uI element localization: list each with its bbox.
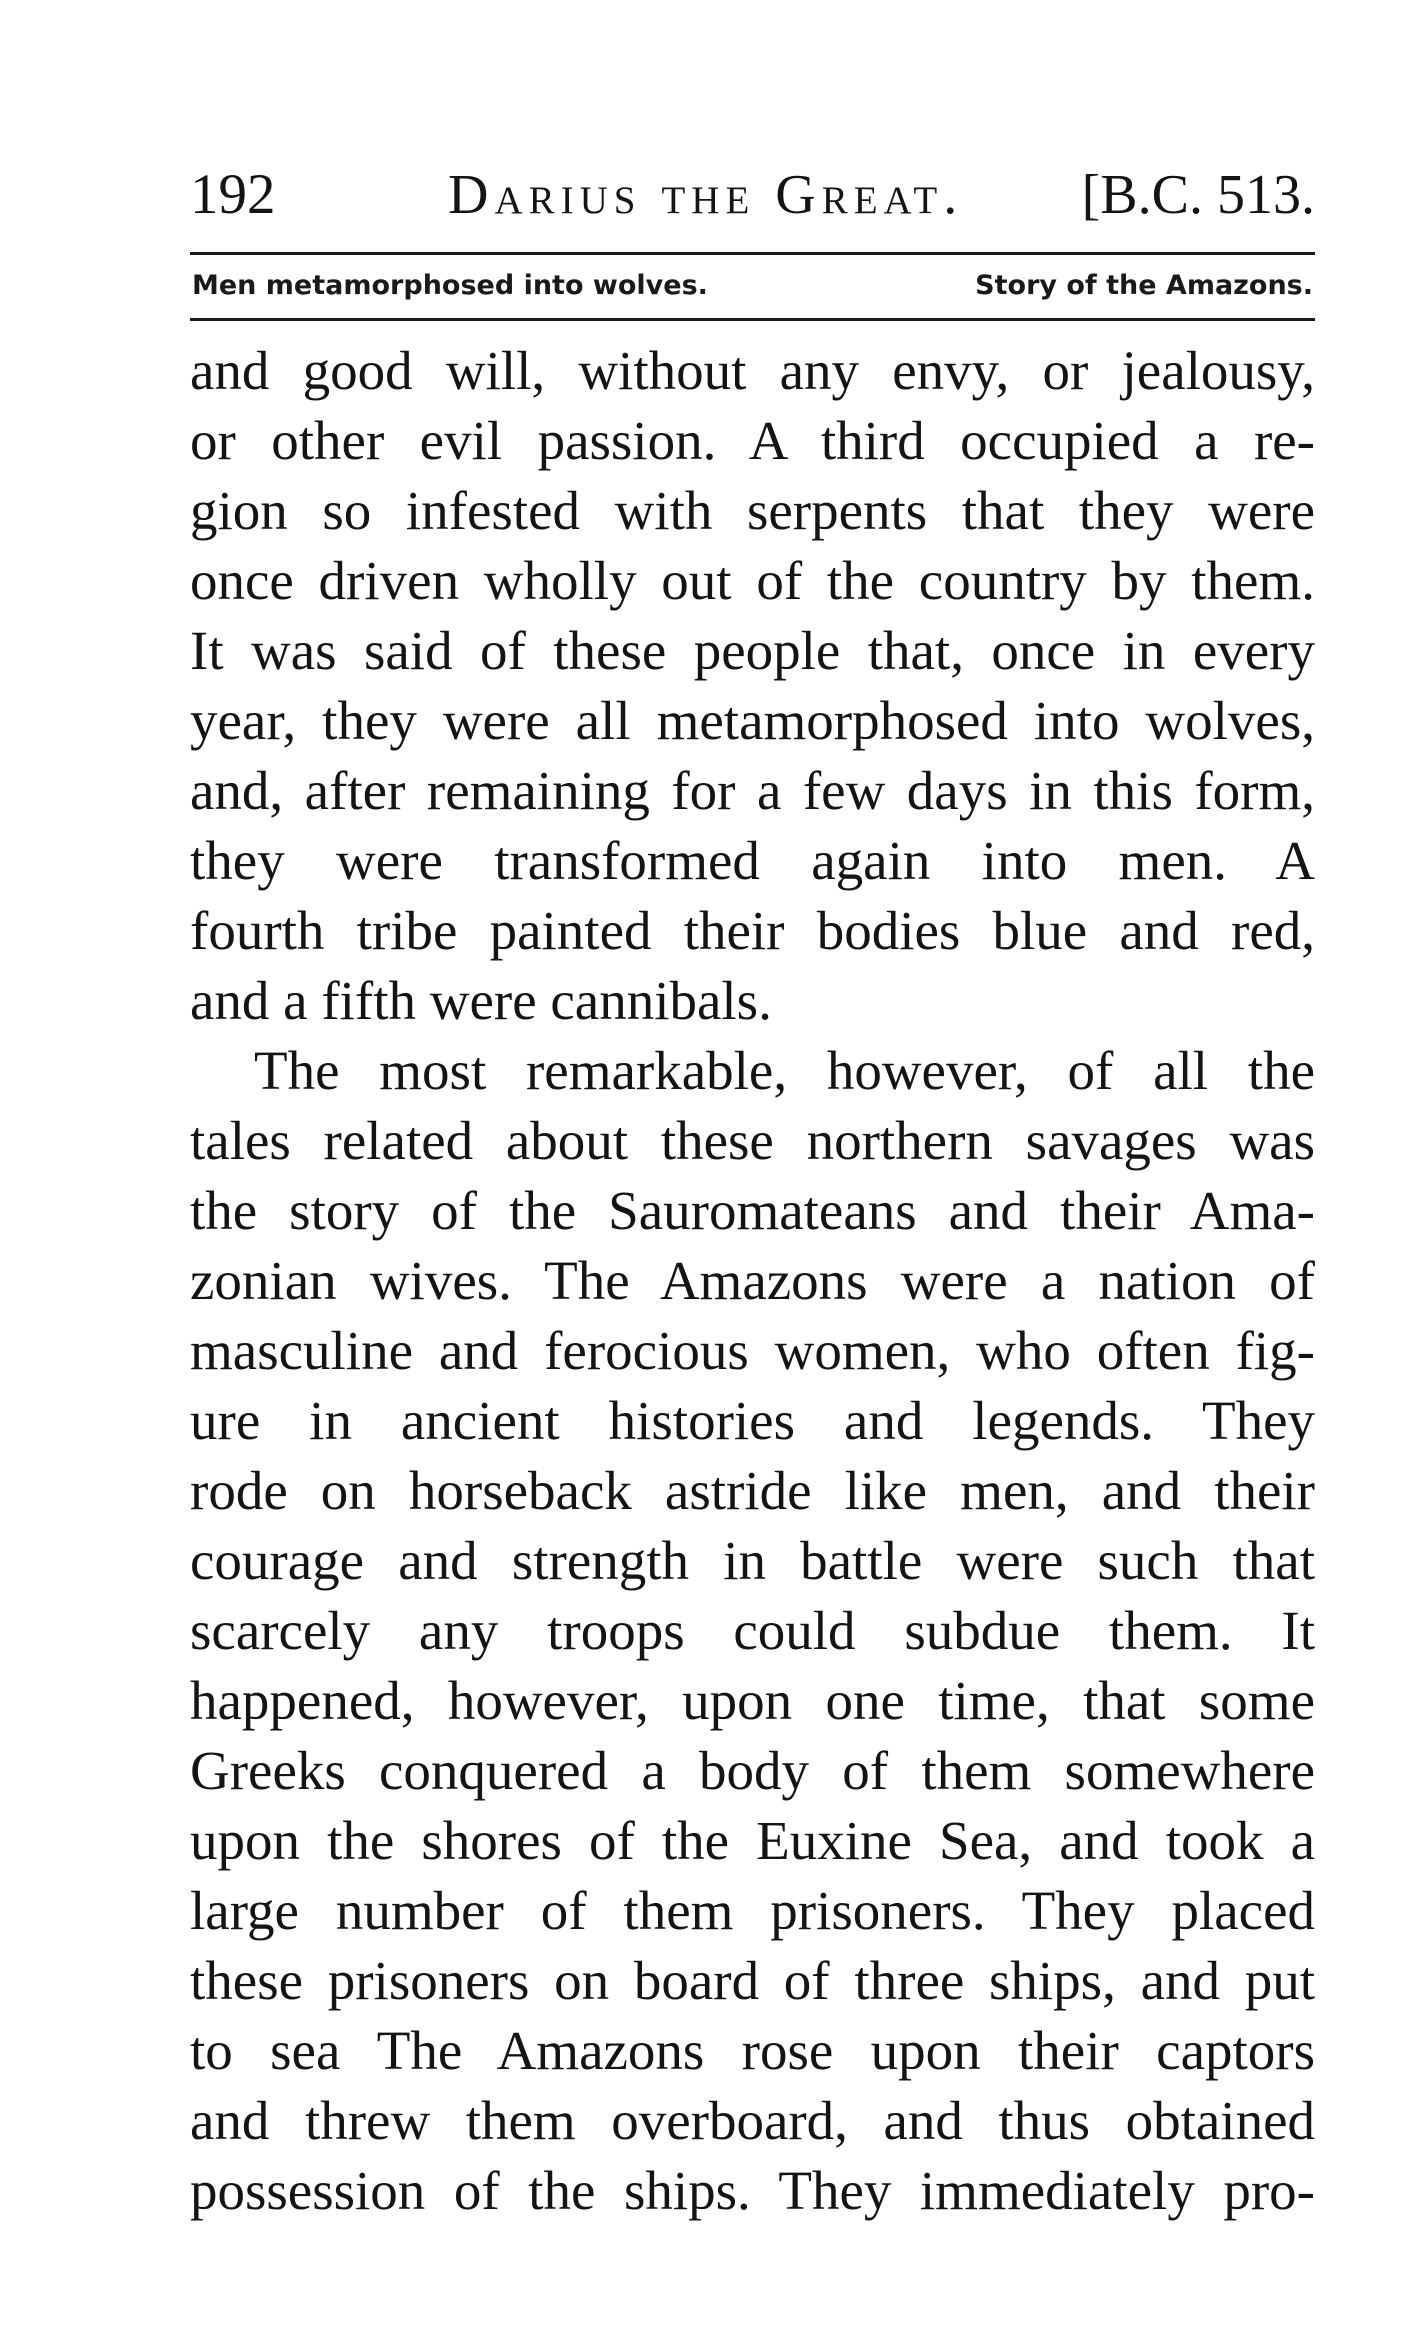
text-line: and a fifth were cannibals. (190, 970, 772, 1031)
text-line: the story of the Sauromateans and their Ama- (190, 1180, 1315, 1241)
text-line: The most remarkable, however, of all the (254, 1040, 1315, 1101)
text-line: possession of the ships. They immediately pro- (190, 2160, 1315, 2221)
text-line: once driven wholly out of the country by them. (190, 550, 1315, 611)
text-line: they were transformed again into men. A (190, 830, 1315, 891)
text-line: and good will, without any envy, or jealousy, (190, 340, 1315, 401)
text-line: gion so infested with serpents that they were (190, 480, 1315, 541)
text-line: masculine and ferocious women, who often fig- (190, 1320, 1315, 1381)
book-title: Darius the Great. (448, 164, 964, 226)
text-line: and, after remaining for a few days in this form, (190, 760, 1315, 821)
text-line: Greeks conquered a body of them somewhere (190, 1740, 1315, 1801)
body-text (190, 336, 1315, 2226)
text-line: and threw them overboard, and thus obtained (190, 2090, 1315, 2151)
shoulder-note-left: Men metamorphosed into wolves. (192, 270, 708, 301)
text-line: upon the shores of the Euxine Sea, and took a (190, 1810, 1315, 1871)
text-line: ure in ancient histories and legends. They (190, 1390, 1315, 1451)
page-number: 192 (190, 163, 276, 226)
text-line: happened, however, upon one time, that some (190, 1670, 1315, 1731)
shoulder-note-right: Story of the Amazons. (975, 270, 1313, 301)
text-line: courage and strength in battle were such that (190, 1530, 1315, 1591)
text-line: zonian wives. The Amazons were a nation of (190, 1250, 1315, 1311)
header-rule-bottom (190, 318, 1315, 321)
paragraph-1 (190, 336, 1315, 1036)
text-line: large number of them prisoners. They placed (190, 1880, 1315, 1941)
text-line: It was said of these people that, once in every (190, 620, 1315, 681)
text-line: to sea The Amazons rose upon their captors (190, 2020, 1315, 2081)
text-line: fourth tribe painted their bodies blue and red, (190, 900, 1315, 961)
text-line: rode on horseback astride like men, and their (190, 1460, 1315, 1521)
text-line: scarcely any troops could subdue them. It (190, 1600, 1315, 1661)
text-line: year, they were all metamorphosed into wolves, (190, 690, 1315, 751)
text-line: or other evil passion. A third occupied a re- (190, 410, 1315, 471)
text-line: these prisoners on board of three ships, and put (190, 1950, 1315, 2011)
header-rule-top (190, 252, 1315, 255)
running-head (190, 160, 1315, 230)
paragraph-2 (190, 1036, 1315, 2226)
text-line: tales related about these northern savages was (190, 1110, 1315, 1171)
shoulder-notes (192, 263, 1313, 309)
date-reference: [B.C. 513. (1081, 164, 1315, 226)
